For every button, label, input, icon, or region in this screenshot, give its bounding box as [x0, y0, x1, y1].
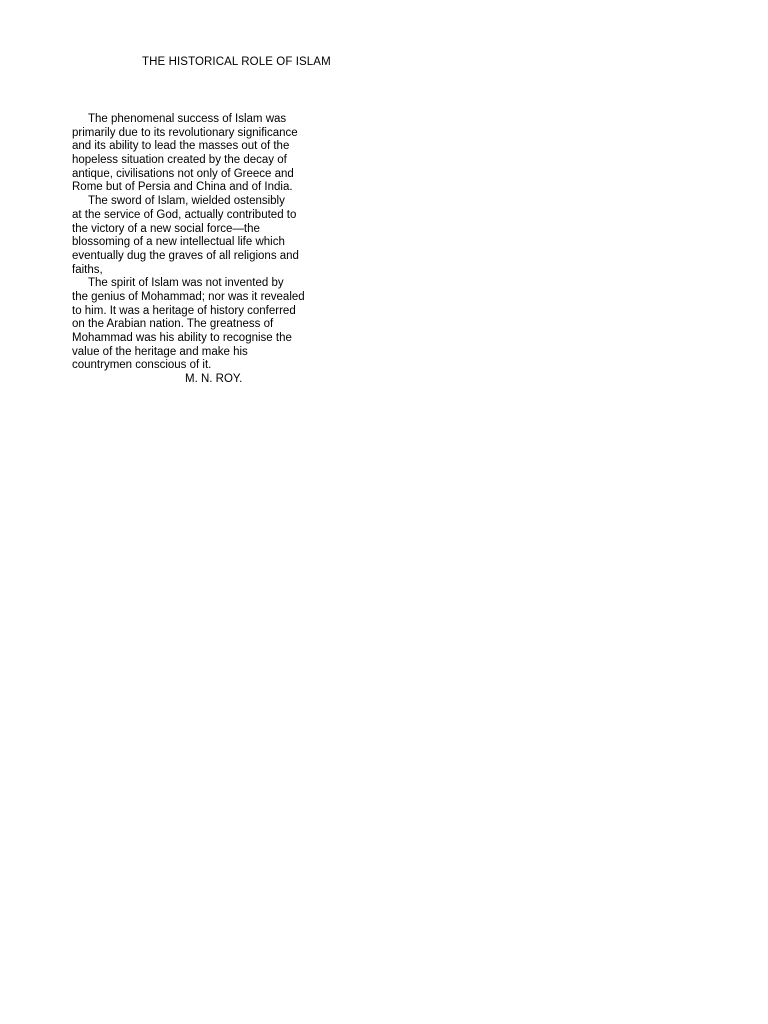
paragraph-3-line-3: to him. It was a heritage of history conferred [72, 304, 296, 317]
paragraph-2-line-3: the victory of a new social force—the [72, 222, 260, 235]
paragraph-2-line-1: The sword of Islam, wielded ostensibly [88, 195, 285, 208]
paragraph-1-line-4: hopeless situation created by the decay of [72, 154, 287, 167]
paragraph-3-line-6: value of the heritage and make his [72, 345, 248, 358]
paragraph-3-line-2: the genius of Mohammad; nor was it revealed [72, 290, 305, 303]
paragraph-2-line-4: blossoming of a new intellectual life which [72, 236, 285, 249]
paragraph-3-line-5: Mohammad was his ability to recognise the [72, 332, 292, 344]
paragraph-1-line-3: and its ability to lead the masses out of the [72, 140, 290, 153]
paragraph-1-line-2: primarily due to its revolutionary significance [72, 126, 298, 139]
paragraph-1-line-5: antique, civilisations not only of Greece and [72, 167, 294, 180]
paragraph-3-line-1: The spirit of Islam was not invented by [88, 277, 284, 290]
paragraph-2-line-6: faiths, [72, 263, 103, 276]
author-signature: M. N. ROY. [185, 373, 243, 386]
paragraph-1-line-6: Rome but of Persia and China and of India. [72, 181, 293, 194]
paragraph-3-line-7: countrymen conscious of it. [72, 359, 212, 372]
paragraph-2-line-5: eventually dug the graves of all religions and [72, 249, 299, 262]
paragraph-2-line-2: at the service of God, actually contributed to [72, 208, 297, 221]
paragraph-1-line-1: The phenomenal success of Islam was [88, 113, 287, 125]
document-body [72, 113, 362, 387]
paragraph-3-line-4: on the Arabian nation. The greatness of [72, 318, 274, 331]
document-title: THE HISTORICAL ROLE OF ISLAM [142, 56, 331, 68]
